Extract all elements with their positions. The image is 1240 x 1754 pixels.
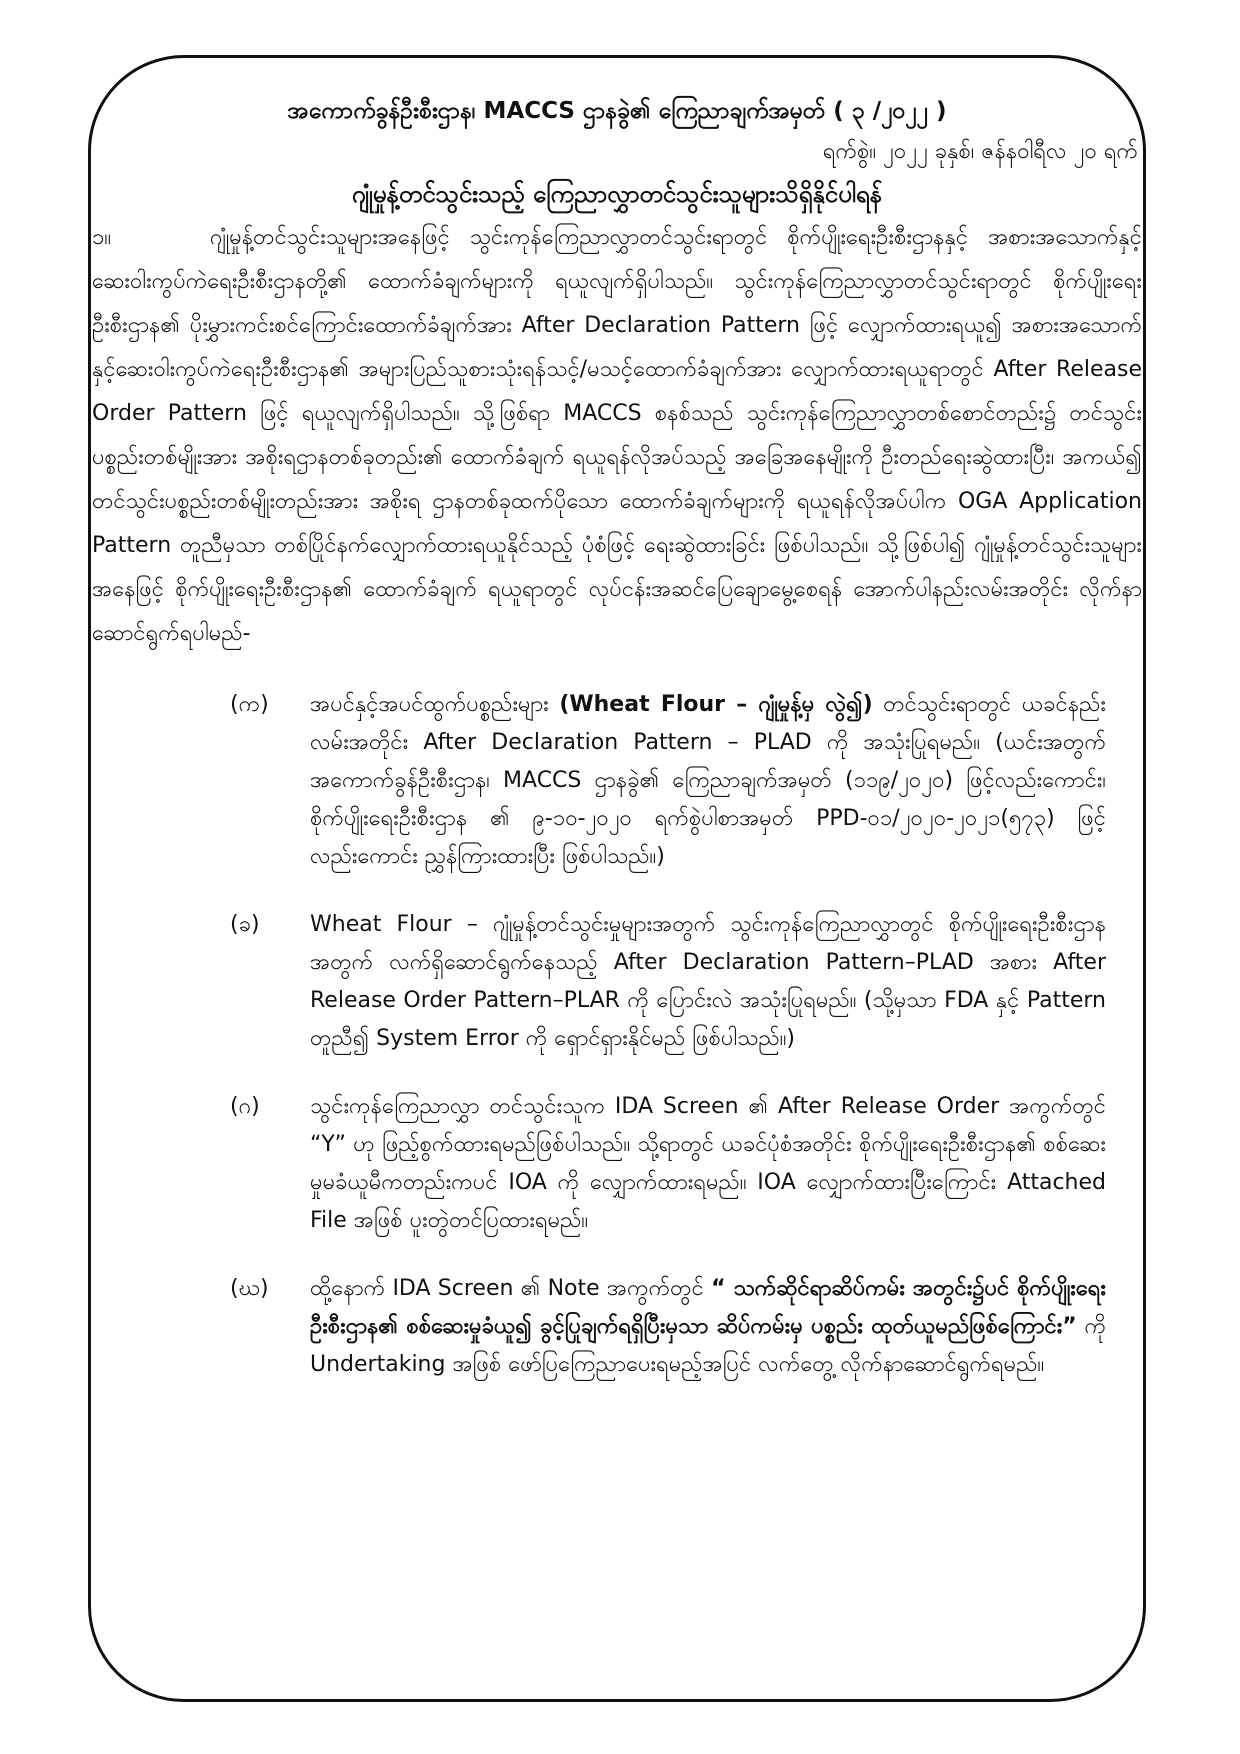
announcement-date: ရက်စွဲ။ ၂၀၂၂ ခုနှစ်၊ ဇန်နဝါရီလ ၂၀ ရက် [822,139,1138,164]
item-text-tail: တင်သွင်းရာတွင် ယခင်နည်းလမ်းအတိုင်း After Declaration Pattern – PLAD ကို အသုံးပြုရမည်။ (ယင်းအတွက်အကောက်ခွန်ဦးစီးဌာန၊ MACCS ဌာနခွဲ၏ ကြေညာချက်အမှတ် (၁၁၉/၂၀၂၀) ဖြင့်လည်းကောင်း၊ စိုက်ပျိုးရေးဦးစီးဌာန ၏ ၉-၁၀-၂၀၂၀ ရက်စွဲပါစာအမှတ် PPD-၀၁/၂၀၂၀-၂၀၂၁(၅၇၃) ဖြင့်လည်းကောင်း ညွှန်ကြားထားပြီး ဖြစ်ပါသည်။) [310,692,1106,869]
item-label: (က) [230,692,269,717]
item-label: (ခ) [230,912,260,937]
instruction-list [92,686,1142,1384]
item-text-bold: “ သက်ဆိုင်ရာဆိပ်ကမ်း အတွင်း၌ပင် စိုက်ပျိုးရေးဦးစီးဌာန၏ စစ်ဆေးမှုခံယူ၍ ခွင့်ပြုချက်ရရှိပြီးမှသာ ဆိပ်ကမ်းမှ ပစ္စည်း ထုတ်ယူမည်ဖြစ်ကြောင်း” [310,1276,1107,1339]
item-label: (ဃ) [230,1276,269,1301]
announcement-header: အကောက်ခွန်ဦးစီးဌာန၊ MACCS ဌာနခွဲ၏ ကြေညာချက်အမှတ် ( ၃ /၂၀၂၂ ) [287,98,947,124]
document-body [92,92,1142,1414]
instruction-item [92,1270,1142,1384]
item-text: အပင်နှင့်အပင်ထွက်ပစ္စည်းများ [310,692,560,717]
item-text: Wheat Flour – ဂျုံမှုန့်တင်သွင်းမှုများအတွက် သွင်းကုန်ကြေညာလွှာတွင် စိုက်ပျိုးရေးဦးစီးဌာနအတွက် လက်ရှိဆောင်ရွက်နေသည့် After Declaration Pattern–PLAD အစား After Release Order Pattern–PLAR ကို ပြောင်းလဲ အသုံးပြုရမည်။ (သို့မှသာ FDA နှင့် Pattern တူညီ၍ System Error ကို ရှောင်ရှားနိုင်မည် ဖြစ်ပါသည်။) [310,912,1106,1051]
instruction-item [92,1088,1142,1240]
instruction-item [92,906,1142,1058]
item-text: သွင်းကုန်ကြေညာလွှာ တင်သွင်းသူက IDA Screen ၏ After Release Order အကွက်တွင် “Y” ဟု ဖြည့်စွက်ထားရမည်ဖြစ်ပါသည်။ သို့ရာတွင် ယခင်ပုံစံအတိုင်း စိုက်ပျိုးရေးဦးစီးဌာန၏ စစ်ဆေးမှုမခံယူမီကတည်းကပင် IOA ကို လျှောက်ထားရမည်။ IOA လျှောက်ထားပြီးကြောင်း Attached File အဖြစ် ပူးတွဲတင်ပြထားရမည်။ [310,1094,1106,1233]
announcement-subject: ဂျုံမှုန့်တင်သွင်းသည့် ကြေညာလွှာတင်သွင်းသူများသိရှိနိုင်ပါရန် [351,180,883,208]
item-text: ထို့နောက် IDA Screen ၏ Note အကွက်တွင် [310,1276,712,1301]
paragraph-text: ဂျုံမှုန့်တင်သွင်းသူများအနေဖြင့် သွင်းကုန်ကြေညာလွှာတင်သွင်းရာတွင် စိုက်ပျိုးရေးဦးစီးဌာနနှင့် အစားအသောက်နှင့်ဆေးဝါးကွပ်ကဲရေးဦးစီးဌာနတို့၏ ထောက်ခံချက်များကို ရယူလျက်ရှိပါသည်။ သွင်းကုန်ကြေညာလွှာတင်သွင်းရာတွင် စိုက်ပျိုးရေးဦးစီးဌာန၏ ပိုးမွှားကင်းစင်ကြောင်းထောက်ခံချက်အား After Declaration Pattern ဖြင့် လျှောက်ထားရယူ၍ အစားအသောက်နှင့်ဆေးဝါးကွပ်ကဲရေးဦးစီးဌာန၏ အများပြည်သူစားသုံးရန်သင့်/မသင့်ထောက်ခံချက်အား လျှောက်ထားရယူရာတွင် After Release Order Pattern ဖြင့် ရယူလျက်ရှိပါသည်။ သို့ဖြစ်ရာ MACCS စနစ်သည် သွင်းကုန်ကြေညာလွှာတစ်စောင်တည်း၌ တင်သွင်းပစ္စည်းတစ်မျိုးအား အစိုးရဌာနတစ်ခုတည်း၏ ထောက်ခံချက် ရယူရန်လိုအပ်သည့် အခြေအနေမျိုးကို ဦးတည်ရေးဆွဲထားပြီး၊ အကယ်၍ တင်သွင်းပစ္စည်းတစ်မျိုးတည်းအား အစိုးရ ဌာနတစ်ခုထက်ပိုသော ထောက်ခံချက်များကို ရယူရန်လိုအပ်ပါက OGA Application Pattern တူညီမှသာ တစ်ပြိုင်နက်လျှောက်ထားရယူနိုင်သည့် ပုံစံဖြင့် ရေးဆွဲထားခြင်း ဖြစ်ပါသည်။ သို့ဖြစ်ပါ၍ ဂျုံမှုန့်တင်သွင်းသူများအနေဖြင့် စိုက်ပျိုးရေးဦးစီးဌာန၏ ထောက်ခံချက် ရယူရာတွင် လုပ်ငန်းအဆင်ပြေချောမွေ့စေရန် အောက်ပါနည်းလမ်းအတိုင်း လိုက်နာဆောင်ရွက်ရပါမည်- [92,225,1142,646]
item-text-bold: (Wheat Flour – ဂျုံမှုန့်မှ လွဲ၍) [559,692,873,717]
instruction-item [92,686,1142,876]
item-text-tail: ကို Undertaking အဖြစ် ဖော်ပြကြေညာပေးရမည့်အပြင် လက်တွေ့ လိုက်နာဆောင်ရွက်ရမည်။ [310,1314,1106,1377]
intro-paragraph [92,216,1142,656]
paragraph-number: ၁။ [92,225,112,250]
item-label: (ဂ) [230,1094,260,1119]
